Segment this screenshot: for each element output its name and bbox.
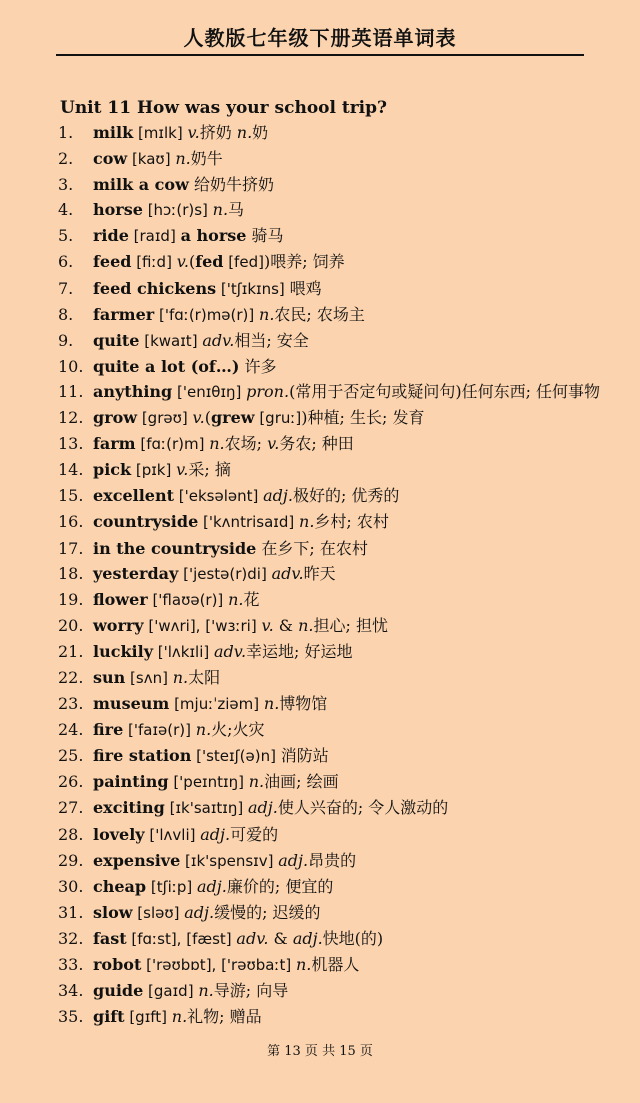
entry-meaning: 骑马 — [246, 226, 284, 246]
entry-phonetic: [fiːd] — [131, 253, 177, 272]
entry-meaning: 油画; 绘画 — [264, 772, 339, 792]
vocab-entry — [58, 900, 603, 926]
entry-part-of-speech: adj. — [197, 876, 227, 896]
entry-number: 1. — [58, 123, 74, 142]
entry-phonetic: [fed] — [223, 253, 264, 272]
entry-meaning: 担心; 担忧 — [313, 615, 388, 635]
entry-word: fire station — [93, 746, 192, 766]
entry-number: 17. — [58, 538, 84, 558]
entry-part-of-speech: adv. — [214, 641, 247, 661]
entry-part-of-speech: pron. — [246, 381, 290, 401]
entry-phonetic: [fɑː(r)m] — [135, 435, 210, 454]
vocab-entry — [58, 249, 603, 275]
vocab-entry — [58, 172, 603, 197]
entry-meaning: 在乡下; 在农村 — [256, 538, 368, 558]
entry-number: 3. — [58, 175, 74, 195]
entry-phonetic: [kwaɪt] — [139, 331, 203, 350]
entry-part-of-speech: n. — [248, 772, 265, 792]
vocab-entry — [58, 978, 603, 1004]
entry-meaning: 礼物; 赠品 — [187, 1007, 262, 1027]
entry-word: painting — [93, 772, 169, 792]
entry-number: 6. — [58, 252, 74, 272]
vocab-entry — [58, 613, 603, 639]
entry-phonetic: ['jestə(r)di] — [178, 564, 272, 583]
entry-part-of-speech: v. — [176, 252, 189, 272]
entry-meaning: 务农; 种田 — [279, 434, 354, 454]
entry-meaning: 采; 摘 — [188, 460, 231, 480]
entry-number: 30. — [58, 876, 84, 896]
vocab-entry — [58, 743, 603, 769]
entry-phonetic: ['lʌkɪli] — [153, 642, 215, 661]
entry-phonetic: ['fɑː(r)mə(r)] — [154, 305, 260, 324]
entry-meaning: (常用于否定句或疑问句)任何东西; 任何事物 — [289, 381, 601, 401]
entry-number: 25. — [58, 746, 84, 766]
entry-part-of-speech: n. — [195, 720, 212, 740]
entry-meaning: )种植; 生长; 发育 — [301, 408, 425, 428]
entry-part-of-speech: n. — [263, 694, 280, 714]
entry-part-of-speech: n. — [198, 981, 214, 1001]
entry-phonetic: ['kʌntrisaɪd] — [198, 513, 300, 532]
entry-word: in the countryside — [93, 538, 257, 558]
entry-word: excellent — [93, 486, 174, 506]
entry-phonetic: ['tʃɪkɪns] — [216, 279, 290, 298]
entry-part-of-speech: n. — [171, 1007, 188, 1027]
entry-phonetic: ['eksələnt] — [174, 487, 264, 506]
entry-number: 11. — [58, 381, 84, 401]
entry-phonetic: [gɪft] — [124, 1008, 172, 1027]
vocab-entry — [58, 509, 603, 535]
entry-meaning: 太阳 — [188, 667, 221, 687]
entry-word: exciting — [93, 798, 165, 818]
entry-meaning: 农场; — [224, 434, 268, 454]
entry-word: countryside — [93, 512, 199, 532]
entry-meaning: 昂贵的 — [308, 850, 357, 870]
entry-number: 24. — [58, 720, 84, 740]
entry-meaning: 花 — [243, 589, 260, 609]
entry-phonetic: [fɑːst], [fæst] — [126, 929, 237, 948]
entry-word: farm — [93, 434, 136, 454]
entry-meaning: 消防站 — [280, 746, 329, 766]
entry-word: lovely — [93, 824, 145, 844]
entry-phonetic: ['faɪə(r)] — [123, 721, 196, 740]
entry-number: 35. — [58, 1007, 84, 1027]
entry-meaning: 快地(的) — [322, 928, 384, 948]
entry-number: 9. — [58, 330, 74, 350]
entry-word: anything — [93, 381, 173, 401]
entry-word: cheap — [93, 876, 147, 896]
entry-number: 15. — [58, 486, 84, 506]
entry-phonetic: [kaʊ] — [127, 150, 176, 169]
entry-phonetic: ['wʌri], ['wɜːri] — [143, 616, 262, 635]
entry-phonetic: ['flaʊə(r)] — [147, 590, 229, 609]
entry-number: 20. — [58, 615, 84, 635]
entry-word: a horse — [180, 226, 247, 246]
vocab-entry — [58, 769, 603, 795]
entry-word: grew — [210, 408, 255, 428]
entry-phonetic: ['rəʊbɒt], ['rəʊbaːt] — [141, 956, 296, 974]
unit-heading: Unit 11 How was your school trip? — [60, 98, 387, 118]
entry-word: museum — [93, 694, 170, 714]
entry-meaning: 可爱的 — [230, 824, 279, 844]
vocab-entry — [58, 795, 603, 821]
vocab-entry — [58, 848, 603, 874]
vocab-entry — [58, 405, 603, 431]
entry-word: slow — [93, 902, 133, 922]
entry-phonetic: [raɪd] — [128, 227, 181, 246]
vocab-entry — [58, 457, 603, 483]
entry-number: 33. — [58, 955, 84, 974]
entry-word: feed chickens — [93, 278, 217, 298]
entry-meaning: 火;火灾 — [211, 720, 265, 740]
entry-part-of-speech: v. — [192, 408, 205, 428]
entry-word: flower — [93, 589, 148, 609]
entry-word: fast — [93, 928, 127, 948]
entry-word: quite a lot (of…) — [93, 356, 240, 376]
entry-word: robot — [93, 955, 142, 974]
vocab-entry — [58, 1004, 603, 1030]
entry-meaning: 缓慢的; 迟缓的 — [214, 902, 321, 922]
entry-phonetic: [ɪk'saɪtɪŋ] — [164, 799, 248, 818]
entry-meaning: 极好的; 优秀的 — [292, 486, 400, 506]
entry-number: 27. — [58, 798, 84, 818]
entry-part-of-speech: n. — [172, 667, 189, 687]
vocab-entry — [58, 717, 603, 743]
entry-phonetic: [ɪk'spensɪv] — [180, 851, 279, 870]
entry-word: sun — [93, 667, 126, 687]
vocab-entry — [58, 483, 603, 509]
entry-phonetic: [hɔː(r)s] — [142, 201, 213, 220]
entry-meaning: 奶 — [252, 123, 269, 142]
entry-number: 5. — [58, 226, 74, 246]
vocab-entry — [58, 952, 603, 978]
entry-word: horse — [93, 200, 143, 220]
entry-number: 28. — [58, 824, 84, 844]
entry-part-of-speech: n. — [259, 304, 275, 324]
entry-meaning: 昨天 — [303, 563, 336, 583]
vocab-entry — [58, 874, 603, 900]
entry-part-of-speech: n. — [175, 149, 191, 169]
entry-part-of-speech: adj. — [200, 824, 231, 844]
entry-part-of-speech: v. — [261, 615, 274, 635]
vocab-entry — [58, 379, 603, 405]
entry-phonetic: ['peɪntɪŋ] — [168, 773, 249, 792]
entry-number: 29. — [58, 850, 84, 870]
vocab-entry — [58, 665, 603, 691]
vocab-entry — [58, 822, 603, 848]
entry-word: farmer — [93, 304, 155, 324]
vocab-entry — [58, 354, 603, 379]
entry-word: milk a cow — [93, 175, 189, 195]
vocab-entry — [58, 120, 603, 146]
entry-word: gift — [93, 1007, 125, 1027]
entry-part-of-speech: adv. — [202, 330, 235, 350]
entry-meaning: 给奶牛挤奶 — [188, 175, 274, 195]
entry-number: 22. — [58, 667, 84, 687]
entry-meaning: 导游; 向导 — [213, 981, 289, 1001]
vocab-entry — [58, 197, 603, 223]
entry-phonetic: [gruː] — [254, 409, 302, 428]
vocab-entry — [58, 328, 603, 354]
entry-meaning: & — [273, 615, 299, 635]
entry-word: milk — [93, 123, 134, 142]
entry-meaning: 幸运地; 好运地 — [246, 641, 353, 661]
entry-meaning: & — [268, 928, 293, 948]
entry-phonetic: [grəʊ] — [137, 409, 193, 428]
entry-number: 18. — [58, 563, 84, 583]
entry-meaning: 廉价的; 便宜的 — [226, 876, 334, 896]
entry-phonetic: [sləʊ] — [132, 903, 185, 922]
entry-number: 8. — [58, 304, 74, 324]
vocab-entry — [58, 561, 603, 587]
entry-part-of-speech: n. — [236, 123, 253, 142]
vocab-entry — [58, 536, 603, 561]
entry-word: ride — [93, 226, 129, 246]
entry-word: luckily — [93, 641, 153, 661]
entry-number: 32. — [58, 928, 84, 948]
entry-word: feed — [93, 252, 132, 272]
entry-number: 7. — [58, 278, 74, 298]
entry-meaning: 机器人 — [311, 955, 360, 974]
entry-number: 4. — [58, 200, 74, 220]
entry-phonetic: ['enɪθɪŋ] — [172, 382, 247, 401]
vocab-entry — [58, 587, 603, 613]
entry-meaning: 博物馆 — [279, 694, 328, 714]
vocabulary-list — [58, 120, 603, 1030]
entry-part-of-speech: adj. — [263, 486, 293, 506]
entry-phonetic: [gaɪd] — [143, 982, 199, 1001]
entry-part-of-speech: v. — [187, 123, 200, 142]
entry-part-of-speech: n. — [298, 615, 314, 635]
entry-number: 23. — [58, 694, 84, 714]
entry-word: cow — [93, 149, 128, 169]
entry-part-of-speech: n. — [295, 955, 312, 974]
entry-phonetic: ['steɪʃ(ə)n] — [191, 747, 281, 766]
entry-part-of-speech: adj. — [292, 928, 323, 948]
entry-phonetic: [sʌn] — [125, 668, 173, 687]
entry-number: 14. — [58, 460, 84, 480]
vocab-entry — [58, 146, 603, 172]
entry-part-of-speech: n. — [228, 589, 244, 609]
entry-meaning: )喂养; 饲养 — [263, 252, 345, 272]
entry-part-of-speech: adv. — [271, 563, 304, 583]
entry-meaning: 许多 — [239, 356, 277, 376]
entry-part-of-speech: adj. — [184, 902, 215, 922]
entry-part-of-speech: adj. — [278, 850, 309, 870]
entry-meaning: 农民; 农场主 — [274, 304, 365, 324]
entry-number: 10. — [58, 356, 84, 376]
entry-meaning: 乡村; 农村 — [314, 512, 389, 532]
entry-part-of-speech: adj. — [248, 798, 278, 818]
vocab-entry — [58, 276, 603, 302]
entry-part-of-speech: adv. — [236, 928, 269, 948]
entry-number: 26. — [58, 772, 84, 792]
entry-word: pick — [93, 460, 132, 480]
entry-phonetic: [pɪk] — [131, 461, 177, 480]
vocab-entry — [58, 639, 603, 665]
entry-phonetic: [tʃiːp] — [146, 877, 198, 896]
entry-meaning: 相当; 安全 — [234, 330, 309, 350]
entry-number: 12. — [58, 408, 84, 428]
entry-number: 21. — [58, 641, 84, 661]
entry-word: yesterday — [93, 563, 179, 583]
page-header — [56, 22, 584, 56]
entry-meaning: 挤奶 — [199, 123, 237, 142]
entry-meaning: 使人兴奋的; 令人激动的 — [277, 798, 449, 818]
entry-word: quite — [93, 330, 140, 350]
entry-word: worry — [93, 615, 144, 635]
entry-phonetic: [mjuːˈziəm] — [169, 695, 264, 714]
vocab-entry — [58, 223, 603, 249]
entry-word: fire — [93, 720, 124, 740]
entry-part-of-speech: n. — [299, 512, 315, 532]
entry-word: grow — [93, 408, 138, 428]
entry-word: guide — [93, 981, 144, 1001]
page-title: 人教版七年级下册英语单词表 — [183, 26, 457, 50]
entry-meaning: 马 — [228, 200, 245, 220]
vocab-entry — [58, 926, 603, 952]
entry-number: 13. — [58, 434, 84, 454]
vocab-entry — [58, 431, 603, 457]
entry-meaning: 喂鸡 — [289, 278, 322, 298]
entry-number: 19. — [58, 589, 84, 609]
entry-word: expensive — [93, 850, 181, 870]
entry-phonetic: [mɪlk] — [133, 124, 188, 142]
entry-part-of-speech: v. — [267, 434, 280, 454]
entry-word: fed — [195, 252, 224, 272]
entry-meaning: ( — [188, 252, 196, 272]
entry-number: 31. — [58, 902, 84, 922]
entry-meaning: ( — [204, 408, 211, 428]
vocab-entry — [58, 691, 603, 717]
entry-number: 16. — [58, 512, 84, 532]
entry-number: 34. — [58, 981, 84, 1001]
entry-phonetic: ['lʌvli] — [144, 825, 201, 844]
entry-meaning: 奶牛 — [190, 149, 223, 169]
page-footer: 第 13 页 共 15 页 — [267, 1044, 373, 1059]
entry-part-of-speech: v. — [176, 460, 189, 480]
entry-part-of-speech: n. — [209, 434, 225, 454]
entry-part-of-speech: n. — [212, 200, 229, 220]
entry-number: 2. — [58, 149, 74, 169]
vocab-entry — [58, 302, 603, 328]
